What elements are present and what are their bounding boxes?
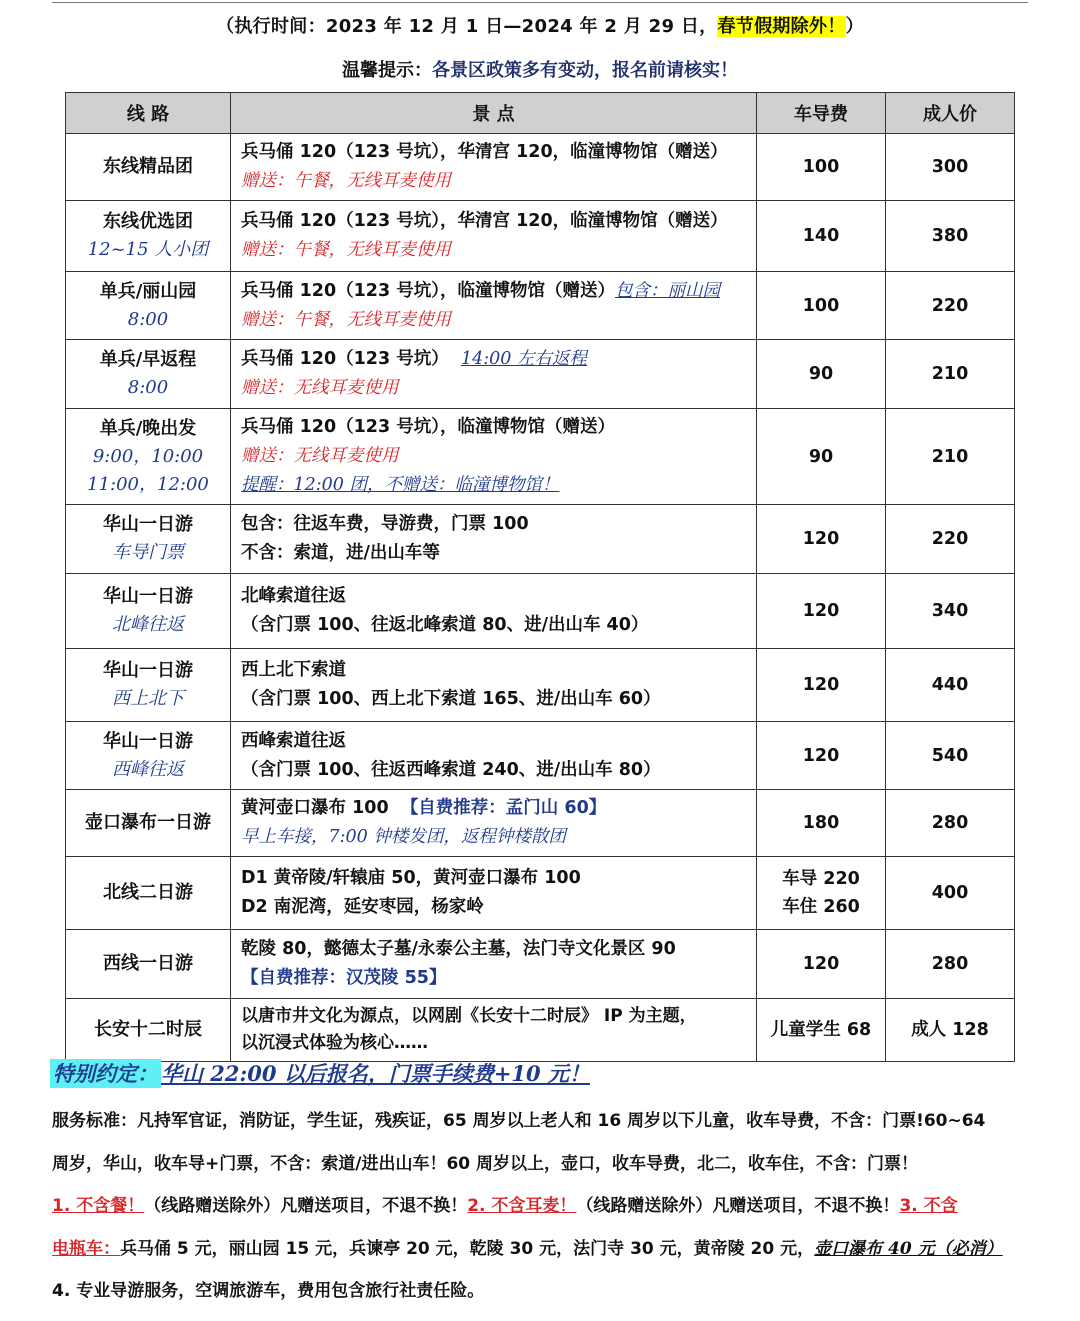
table-row [66,272,1015,340]
price-cell: 400 [886,857,1015,930]
spots-cell [231,790,757,857]
routes-table [65,92,1015,1062]
col-header-route: 线 路 [66,93,231,134]
table-row [66,857,1015,930]
route-name [66,201,231,272]
route-sub: 12~15 人小团 [87,239,209,260]
price-cell: 440 [886,649,1015,722]
spots-text-2: 不含：索道，进/出山车等 [241,543,440,563]
spots-text: 包含：往返车费，导游费，门票 100 [241,514,529,534]
fee-cell: 180 [757,790,886,857]
price-cell: 210 [886,409,1015,505]
self-pay-recommendation: 【自费推荐：汉茂陵 55】 [241,968,447,988]
note-item-3 [52,1228,1037,1271]
spots-text: D1 黄帝陵/轩辕庙 50，黄河壶口瀑布 100 [241,868,581,888]
route-name [66,722,231,790]
gift-note: 赠送：午餐，无线耳麦使用 [241,240,451,260]
table-row [66,930,1015,999]
spots-cell [231,857,757,930]
special-label: 特别约定： [50,1059,161,1088]
gift-note: 赠送：午餐，无线耳麦使用 [241,309,451,330]
route-sub: 8:00 [127,377,169,398]
fee-cell: 100 [757,134,886,201]
return-time: 14:00 左右返程 [460,349,587,369]
price-cell: 300 [886,134,1015,201]
spots-text: 以唐市井文化为源点，以网剧《长安十二时辰》 IP 为主题， [241,1006,697,1026]
spots-cell [231,505,757,574]
route-label: 华山一日游 [103,514,193,535]
price-cell: 380 [886,201,1015,272]
table-row [66,340,1015,409]
exec-highlight: 春节假期除外！ [717,16,846,37]
warm-tip [0,56,1080,82]
spots-text: 黄河壶口瀑布 100 [241,798,389,818]
spots-cell [231,999,757,1062]
route-name [66,409,231,505]
fee-cell: 100 [757,272,886,340]
spots-cell [231,930,757,999]
tip-text: 各景区政策多有变动，报名前请核实！ [432,60,738,81]
gift-note: 赠送：无线耳麦使用 [241,446,399,466]
hukou-mandatory: 壶口瀑布 40 元（必消） [814,1238,1003,1259]
self-pay-recommendation: 【自费推荐：孟门山 60】 [400,798,607,818]
spots-text-2: D2 南泥湾，延安枣园，杨家岭 [241,897,484,917]
route-sub: 车导门票 [112,542,184,563]
price-cell: 540 [886,722,1015,790]
price-cell: 280 [886,930,1015,999]
price-cell: 220 [886,505,1015,574]
spots-text-2: 以沉浸式体验为核心…… [241,1033,428,1053]
table-header-row [66,93,1015,134]
route-sub: 9:00，10:00 [92,445,204,467]
tip-label: 温馨提示： [342,60,432,81]
fee-cell: 120 [757,505,886,574]
spots-text: 兵马俑 120（123 号坑） [241,349,449,369]
spots-cell [231,649,757,722]
fee-line-1: 车导 220 [782,869,860,889]
table-row [66,790,1015,857]
route-name [66,857,231,930]
spots-text: 兵马俑 120（123 号坑），临潼博物馆（赠送） [241,417,615,437]
col-header-fee: 车导费 [757,93,886,134]
route-name [66,790,231,857]
route-sub: 西上北下 [112,688,184,709]
spots-cell [231,272,757,340]
special-agreement [50,1058,590,1088]
no-shuttle-note-b: 电瓶车： [52,1238,120,1259]
fee-cell: 120 [757,722,886,790]
fee-cell: 90 [757,340,886,409]
note-item-4: 4. 专业导游服务，空调旅游车，费用包含旅行社责任险。 [52,1281,485,1301]
route-sub: 西峰往返 [112,758,184,780]
route-label: 东线精品团 [103,156,193,177]
price-cell: 成人 128 [886,999,1015,1062]
route-label: 华山一日游 [103,586,193,607]
fee-cell [757,857,886,930]
route-label: 西线一日游 [103,953,193,974]
fee-line-2: 车住 260 [782,897,860,917]
route-sub-2: 11:00，12:00 [87,473,209,495]
no-headset-note: 2. 不含耳麦！ [467,1196,577,1216]
price-cell: 280 [886,790,1015,857]
route-label: 长安十二时辰 [94,1019,202,1040]
route-name [66,505,231,574]
route-name [66,574,231,649]
top-rule [52,2,1028,3]
shuttle-prices: 兵马俑 5 元，丽山园 15 元，兵谏亭 20 元，乾陵 30 元，法门寺 30 元，黄帝陵 20 元， [120,1238,815,1259]
route-label: 单兵/早返程 [99,349,197,370]
fee-cell: 120 [757,930,886,999]
gift-note: 赠送：无线耳麦使用 [241,378,399,398]
route-label: 东线优选团 [103,211,193,232]
fee-cell: 儿童学生 68 [757,999,886,1062]
price-cell: 220 [886,272,1015,340]
table-row [66,574,1015,649]
service-standard-line-1: 服务标准：凡持军官证，消防证，学生证，残疾证，65 周岁以上老人和 16 周岁以下儿童，收车导费，不含：门票!60~64 [52,1111,986,1131]
route-name [66,340,231,409]
route-label: 单兵/丽山园 [99,280,197,302]
route-name [66,272,231,340]
pickup-note: 早上车接，7:00 钟楼发团，返程钟楼散团 [241,827,566,847]
no-meal-note: 1. 不含餐！ [52,1196,145,1216]
spots-text: 兵马俑 120（123 号坑），华清宫 120，临潼博物馆（赠送） [241,142,728,162]
route-name [66,930,231,999]
price-cell: 340 [886,574,1015,649]
table-row [66,201,1015,272]
gift-note: 赠送：午餐，无线耳麦使用 [241,171,451,191]
note-item-2-text: （线路赠送除外）凡赠送项目，不退不换！ [576,1196,900,1216]
spots-cell [231,722,757,790]
spots-cell [231,201,757,272]
fee-cell: 140 [757,201,886,272]
note-items-1-3 [52,1185,1037,1228]
price-cell: 210 [886,340,1015,409]
spots-text: 乾陵 80，懿德太子墓/永泰公主墓，法门寺文化景区 90 [241,939,676,959]
table-row [66,649,1015,722]
route-label: 单兵/晚出发 [99,417,197,439]
spots-cell [231,574,757,649]
table-row [66,505,1015,574]
special-text: 华山 22:00 以后报名，门票手续费+10 元！ [161,1061,590,1086]
service-standard-line-2: 周岁，华山，收车导+门票，不含：索道/进出山车！60 周岁以上，壶口，收车导费，北二，收车住，不含：门票！ [52,1153,919,1174]
route-label: 壶口瀑布一日游 [85,812,211,833]
spots-text: 北峰索道往返 [241,586,346,606]
fee-cell: 120 [757,649,886,722]
table-row [66,134,1015,201]
spots-text: 兵马俑 120（123 号坑），临潼博物馆（赠送） [241,280,615,301]
execution-period [0,12,1080,38]
no-shuttle-note-a: 3. 不含 [899,1196,958,1216]
route-sub: 北峰往返 [112,614,184,635]
route-name [66,999,231,1062]
spots-text-2: （含门票 100、往返北峰索道 80、进/出山车 40） [241,615,649,635]
spots-text: 兵马俑 120（123 号坑），华清宫 120，临潼博物馆（赠送） [241,211,728,231]
exec-suffix: ） [845,16,864,37]
route-label: 华山一日游 [103,730,193,752]
route-label: 华山一日游 [103,660,193,681]
spots-text: 西上北下索道 [241,660,346,680]
spots-cell [231,409,757,505]
route-name [66,134,231,201]
route-label: 北线二日游 [103,882,193,903]
col-header-spots: 景 点 [231,93,757,134]
spots-text: 西峰索道往返 [241,730,346,751]
service-notes [52,1100,1037,1313]
table-row [66,409,1015,505]
route-sub: 8:00 [127,308,169,330]
fee-cell: 90 [757,409,886,505]
spots-cell [231,340,757,409]
spots-cell [231,134,757,201]
included-link: 包含：丽山园 [615,280,720,301]
route-name [66,649,231,722]
table-row [66,999,1015,1062]
fee-cell: 120 [757,574,886,649]
spots-text-2: （含门票 100、往返西峰索道 240、进/出山车 80） [241,759,661,780]
reminder-note: 提醒：12:00 团，不赠送：临潼博物馆！ [241,475,560,495]
note-item-1-text: （线路赠送除外）凡赠送项目，不退不换！ [144,1196,468,1216]
table-row [66,722,1015,790]
exec-prefix: （执行时间：2023 年 12 月 1 日—2024 年 2 月 29 日， [216,16,718,37]
spots-text-2: （含门票 100、西上北下索道 165、进/出山车 60） [241,689,661,709]
col-header-price: 成人价 [886,93,1015,134]
